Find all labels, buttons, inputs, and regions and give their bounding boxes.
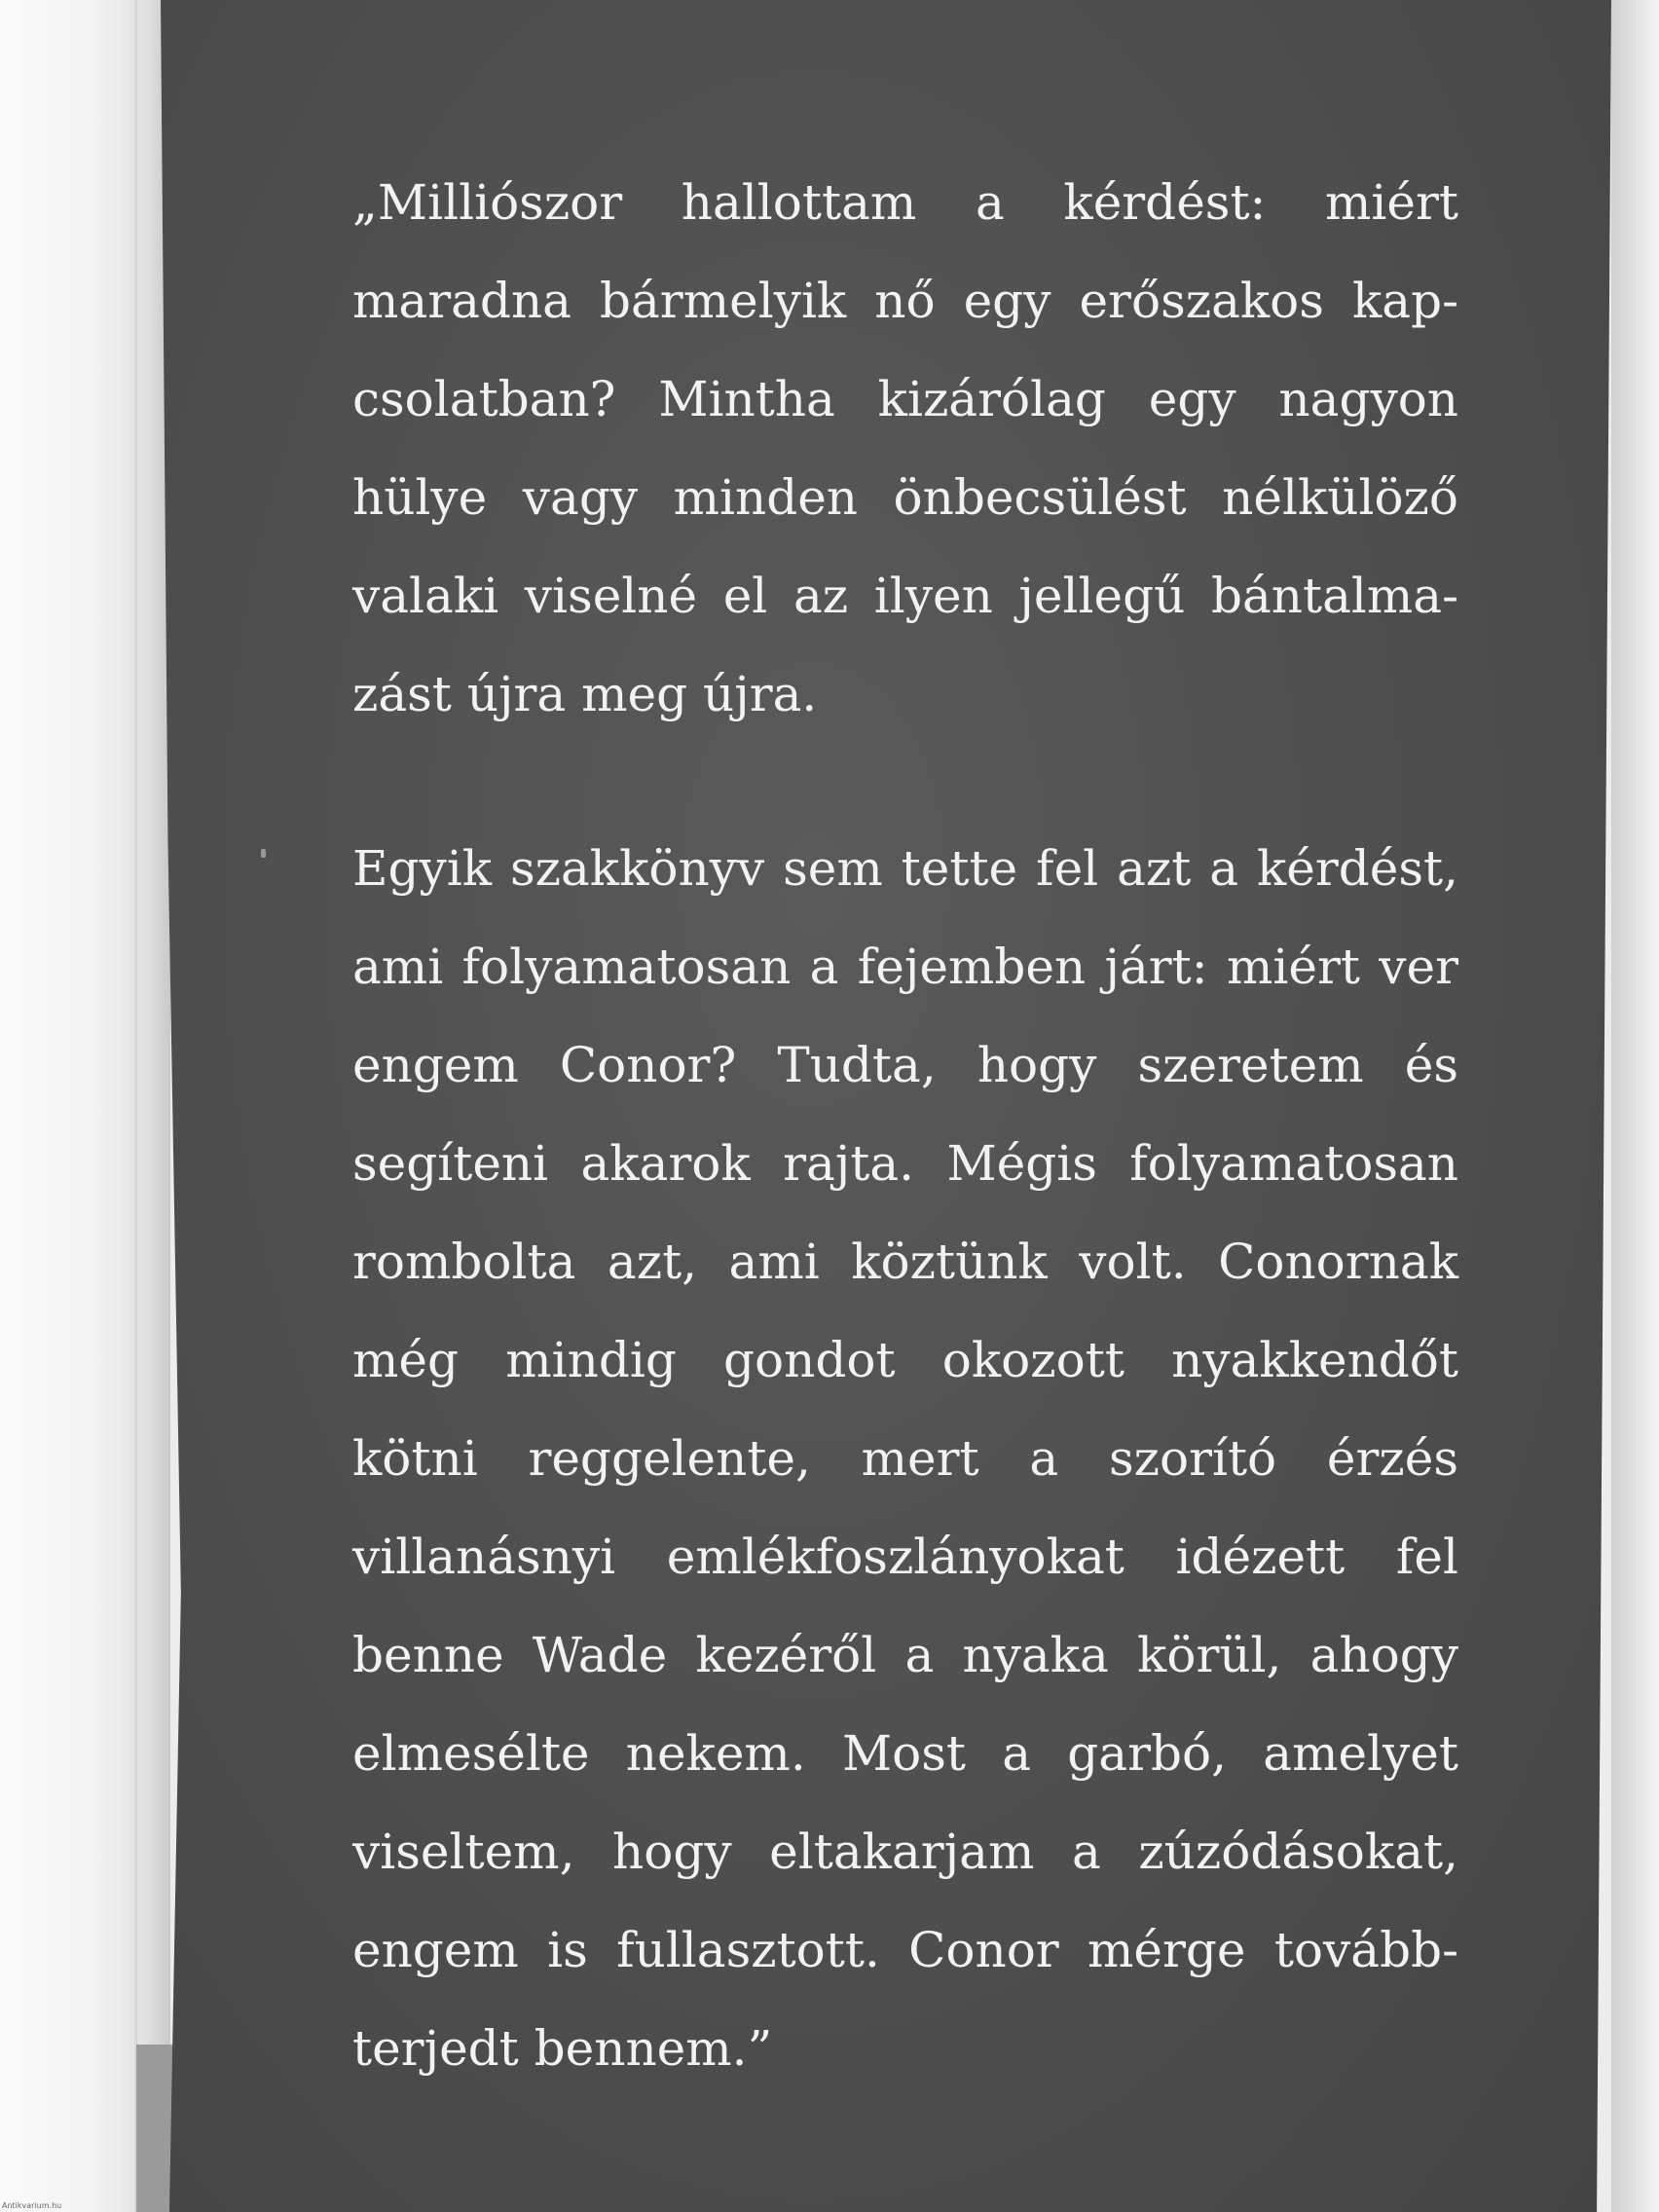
print-speck bbox=[261, 849, 266, 858]
watermark-text: Antikvarium.hu bbox=[2, 2201, 62, 2210]
quote-paragraph-1: „Milliószor hallottam a kérdést: miért maradna bármelyik nő egy erőszakos kapcsolatban? Mintha kizárólag egy nagyon hülye vagy minden önbecsülést nélkülöző valaki viselné el az ilyen jellegű bántalmazást újra meg újra. bbox=[352, 174, 1458, 722]
page-fold-line bbox=[134, 0, 137, 2212]
page-edge-shadow bbox=[136, 2045, 175, 2212]
right-page-margin bbox=[1611, 0, 1659, 2212]
facing-page-edge bbox=[0, 0, 170, 2212]
quote-paragraph-2: Egyik szakkönyv sem tette fel azt a kérdést, ami folyamatosan a fejemben járt: miért ver engem Conor? Tudta, hogy szeretem és segíteni akarok rajta. Mégis folyamatosan rombolta azt, ami köztünk volt. Conornak még mindig gondot okozott nyakkendőt kötni reggelente, mert a szorító érzés villanásnyi emlékfoszlányokat idézett fel benne Wade kezéről a nyaka körül, ahogy elmesélte nekem. Most a garbó, amelyet viseltem, hogy eltakarjam a zúzódásokat, engem is fullasztott. Conor mérge továbbterjedt bennem.” bbox=[352, 840, 1458, 2077]
